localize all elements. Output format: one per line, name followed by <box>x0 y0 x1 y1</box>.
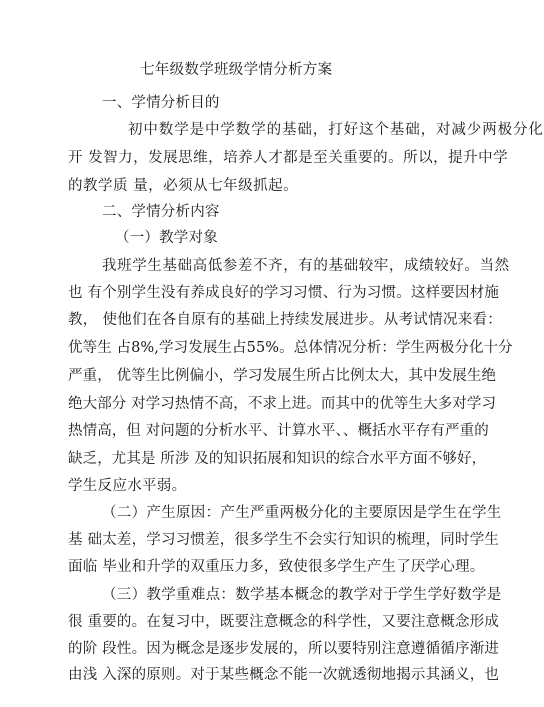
document-title: 七年级数学班级学情分析方案 <box>140 62 333 78</box>
paragraph-line: 的教学质 量，必须从七年级抓起。 <box>68 178 299 194</box>
paragraph-line: 由浅 入深的原则。对于某些概念不能一次就透彻地揭示其涵义，也 <box>68 667 500 683</box>
paragraph-line: （二）产生原因：产生严重两极分化的主要原因是学生在学生 <box>102 505 502 521</box>
paragraph-line: 绝大部分 对学习热情不高，不求上进。而其中的优等生大多对学习 <box>68 396 497 412</box>
subsection-heading-teaching-object: （一）教学对象 <box>115 230 218 246</box>
paragraph-line: 我班学生基础高低参差不齐，有的基础较牢，成绩较好。当然 <box>102 258 510 274</box>
section-heading-content: 二、学情分析内容 <box>102 204 220 220</box>
paragraph-line: 优等生 占8%,学习发展生占55%。总体情况分析：学生两极分化十分 <box>68 340 513 356</box>
paragraph-line: 面临 毕业和升学的双重压力多，致使很多学生产生了厌学心理。 <box>68 559 485 575</box>
paragraph-line: （三）教学重难点：数学基本概念的教学对于学生学好数学是 <box>102 587 502 603</box>
section-heading-purpose: 一、学情分析目的 <box>102 95 220 111</box>
paragraph-line: 也 有个别学生没有养成良好的学习习惯、行为习惯。这样要因材施 <box>68 285 500 301</box>
paragraph-line: 的阶 段性。因为概念是逐步发展的，所以要特别注意遵循循序渐进 <box>68 641 500 657</box>
paragraph-line: 缺乏，尤其是 所涉 及的知识拓展和知识的综合水平方面不够好， <box>68 451 487 467</box>
paragraph-line: 初中数学是中学数学的基础，打好这个基础，对减少两极分化 <box>128 122 544 138</box>
paragraph-line: 教， 使他们在各自原有的基础上持续发展进步。从考试情况来看： <box>68 312 503 328</box>
paragraph-line: 基 础太差，学习习惯差，很多学生不会实行知识的梳理，同时学生 <box>68 532 500 548</box>
paragraph-line: 热情高，但 对问题的分析水平、计算水平、、概括水平存有严重的 <box>68 423 489 439</box>
paragraph-line: 很 重要的。在复习中，既要注意概念的科学性，又要注意概念形成 <box>68 614 500 630</box>
paragraph-line: 学生反应水平弱。 <box>68 478 187 494</box>
paragraph-line: 开 发智力，发展思维，培养人才都是至关重要的。所以，提升中学 <box>68 150 509 166</box>
paragraph-line: 严重， 优等生比例偏小，学习发展生所占比例太大，其中发展生绝 <box>68 368 497 384</box>
